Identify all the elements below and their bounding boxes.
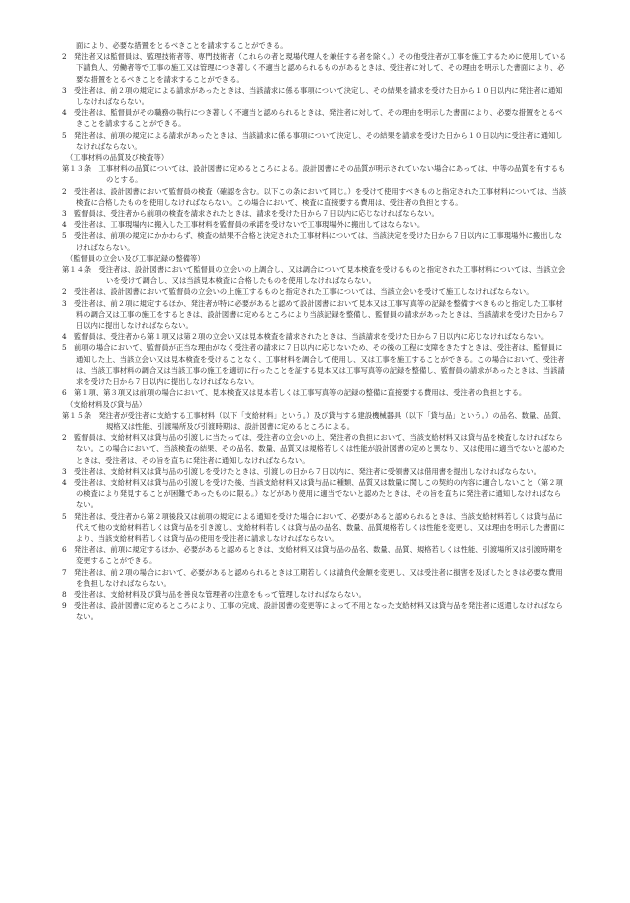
section-heading: （監督員の立会い及び工事記録の整備等） bbox=[66, 253, 205, 263]
item: 3 受注者は、支給材料又は貸与品の引渡しを受けたときは、引渡しの日から７日以内に、発注者に受領書又は借用書を提出しなければならない。 bbox=[62, 466, 541, 476]
item: 7 発注者は、前２項の場合において、必要があると認められるときは工期若しくは請負代金額を変更し、又は受注者に損害を及ぼしたときは必要な費用を負担しなければならない。 bbox=[62, 567, 563, 588]
item: 4 監督員は、受注者から第１項又は第２項の立会い又は見本検査を請求されたときは、当該請求を受けた日から７日以内に応じなければならない。 bbox=[62, 332, 549, 342]
article-13: 第１３条 工事材料の品質については、設計図書に定めるところによる。設計図書にその品質が明示されていない場合にあっては、中等の品質を有するものとする。 bbox=[62, 164, 566, 185]
item: 2 受注者は、設計図書において監督員の検査（確認を含む。以下この条において同じ。）を受けて使用すべきものと指定された工事材料については、当該検査に合格したものを使用しなければならない。この場合において、検査に直接要する費用は、受注者の負担とする。 bbox=[62, 186, 567, 207]
article-14: 第１４条 受注者は、設計図書において監督員の立会いの上調合し、又は調合について見本検査を受けるものと指定された工事材料については、当該立会いを受けて調合し、又は当該見本検査に合格したものを使用しなければならない。 bbox=[62, 265, 566, 286]
item: 5 前項の場合において、監督員が正当な理由がなく受注者の請求に７日以内に応じないため、その後の工程に支障をきたすときは、受注者は、監督員に通知した上、当該立会い又は見本検査を受けることなく、工事材料を調合して使用し、又は工事を施工することができる。この場合において、受注者は、当該工事材料の調合又は当該工事の施工を適切に行ったことを証する見本又は工事写真等の記録を整備し、監督員の請求があったときは、当該請求を受けた日から７日以内に提出しなければならない。 bbox=[62, 343, 565, 387]
section-heading: （支給材料及び貸与品） bbox=[66, 399, 147, 409]
item: 8 受注者は、支給材料及び貸与品を善良な管理者の注意をもって管理しなければならない。 bbox=[62, 589, 366, 599]
item-13-2: 2 発注者又は監督員は、監理技術者等、専門技術者（これらの者と現場代理人を兼任する者を除く。）その他受注者が工事を施工するために使用している下請負人、労働者等で工事の施工又は管理につき著しく不適当と認められるものがあるときは、受注者に対して、その理由を明示した書面により、必要な措置をとるべきことを請求することができる。 bbox=[62, 52, 567, 84]
section-heading: （工事材料の品質及び検査等） bbox=[66, 153, 169, 163]
item: 9 受注者は、設計図書に定めるところにより、工事の完成、設計図書の変更等によって不用となった支給材料又は貸与品を発注者に返還しなければならない。 bbox=[62, 601, 563, 622]
item: 6 発注者は、前項に規定するほか、必要があると認めるときは、支給材料又は貸与品の品名、数量、品質、規格若しくは性能、引渡場所又は引渡時期を変更することができる。 bbox=[62, 545, 563, 566]
item: 4 受注者は、支給材料又は貸与品の引渡しを受けた後、当該支給材料又は貸与品に種類、品質又は数量に関しこの契約の内容に適合しないこと（第２項の検査により発見することが困難であったものに限る。）などがあり使用に適当でないと認めたときは、その旨を直ちに発注者に通知しなければならない。 bbox=[62, 477, 563, 510]
article-15: 第１５条 発注者が受注者に支給する工事材料（以下「支給材料」という。）及び貸与する建設機械器具（以下「貸与品」という。）の品名、数量、品質、規格又は性能、引渡場所及び引渡時期は、設計図書に定めるところによる。 bbox=[62, 410, 566, 431]
paragraph-continuation: 面により、必要な措置をとるべきことを請求することができる。 bbox=[76, 41, 288, 50]
item-13-4: 4 受注者は、監督員がその職務の執行につき著しく不適当と認められるときは、発注者に対して、その理由を明示した書面により、必要な措置をとるべきことを請求することができる。 bbox=[62, 108, 563, 129]
item: 2 受注者は、設計図書において監督員の立会いの上施工するものと指定された工事については、当該立会いを受けて施工しなければならない。 bbox=[62, 287, 534, 297]
item: 5 発注者は、受注者から第２項後段又は前項の規定による通知を受けた場合において、必要があると認められるときは、当該支給材料若しくは貸与品に代えて他の支給材料若しくは貸与品を引き渡し、支給材料若しくは貸与品の品名、数量、品質規格若しくは性能を変更し、又は理由を明示した書面により、当該支給材料若しくは貸与品の使用を受注者に請求しなければならない。 bbox=[62, 511, 565, 543]
item: 6 第１項、第３項又は前項の場合において、見本検査又は見本若しくは工事写真等の記録の整備に直接要する費用は、受注者の負担とする。 bbox=[62, 388, 527, 398]
item: 3 受注者は、前２項に規定するほか、発注者が特に必要があると認めて設計図書において見本又は工事写真等の記録を整備すべきものと指定した工事材料の調合又は工事の施工をするときは、設計図書に定めるところにより当該記録を整備し、監督員の請求があったときは、当該請求を受けた日から７日以内に提出しなければならない。 bbox=[62, 298, 565, 331]
item-13-3: 3 受注者は、前２項の規定による請求があったときは、当該請求に係る事項について決定し、その結果を請求を受けた日から１０日以内に発注者に通知しなければならない。 bbox=[62, 85, 563, 107]
item: 4 受注者は、工事現場内に搬入した工事材料を監督員の承諾を受けないで工事現場外に搬出してはならない。 bbox=[62, 220, 425, 230]
item: 3 監督員は、受注者から前項の検査を請求されたときは、請求を受けた日から７日以内に応じなければならない。 bbox=[62, 209, 439, 219]
item: 5 受注者は、前項の規定にかかわらず、検査の結果不合格と決定された工事材料については、当該決定を受けた日から７日以内に工事現場外に搬出しなければならない。 bbox=[62, 231, 563, 252]
item: 2 監督員は、支給材料又は貸与品の引渡しに当たっては、受注者の立会いの上、発注者の負担において、当該支給材料又は貸与品を検査しなければならない。この場合において、当該検査の結果、その品名、数量、品質又は規格若しくは性能が設計図書の定めと異なり、又は使用に適当でないと認めたときは、受注者は、その旨を直ちに発注者に通知しなければならない。 bbox=[62, 433, 565, 465]
item-13-5: 5 発注者は、前項の規定による請求があったときは、当該請求に係る事項について決定し、その結果を請求を受けた日から１０日以内に受注者に通知しなければならない。 bbox=[62, 130, 563, 151]
